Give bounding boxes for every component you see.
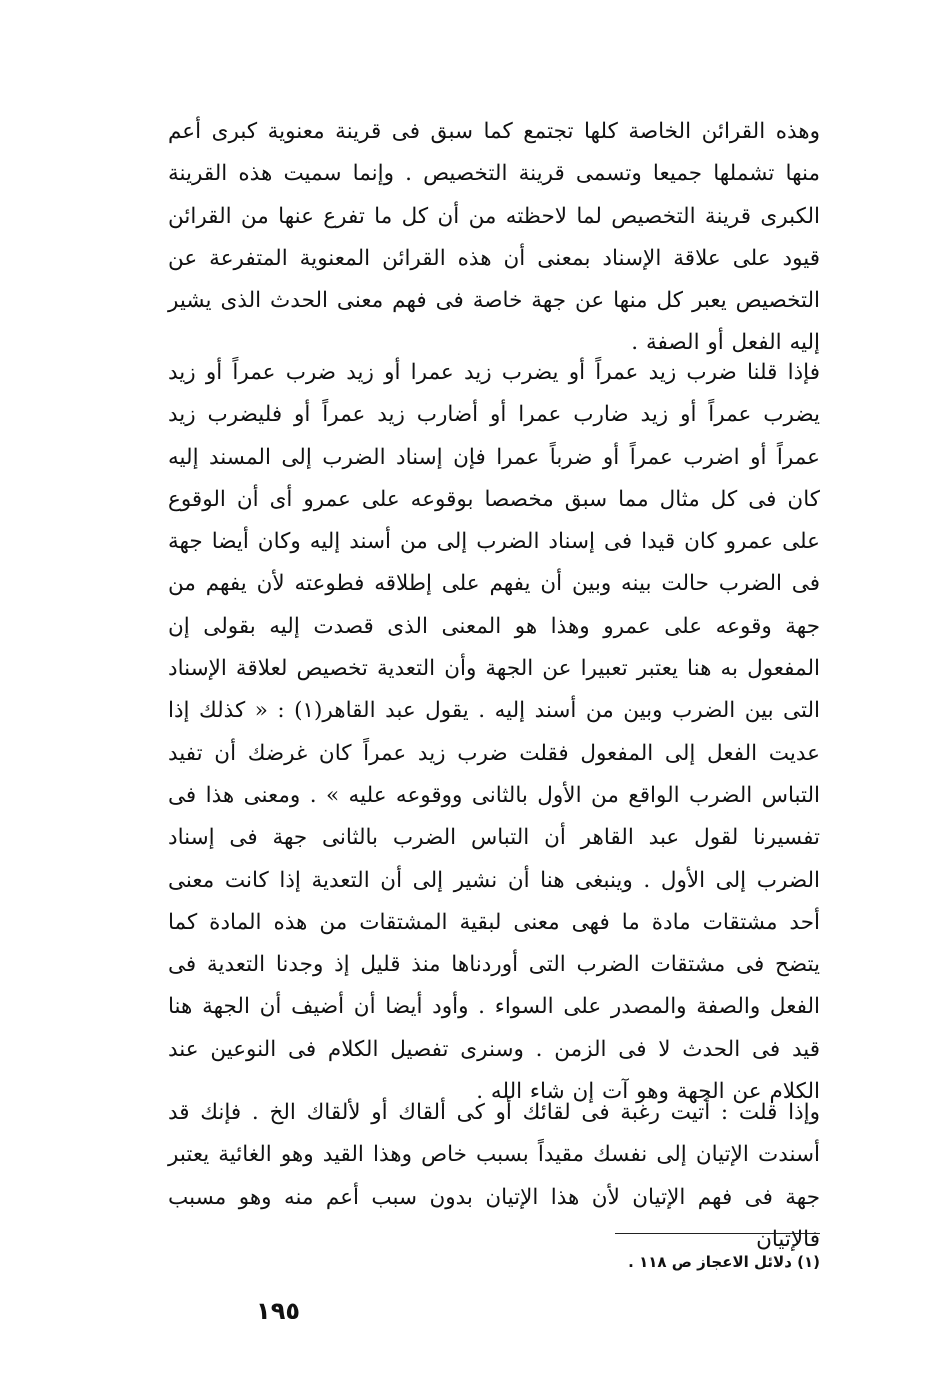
body-paragraph-2: فإذا قلنا ضرب زيد عمراً أو يضرب زيد عمرا أو زيد ضرب عمراً أو زيد يضرب عمراً أو زيد ضارب عمرا أو أضارب زيد عمراً أو فليضرب زيد عمراً أو اضرب عمراً أو ضرباً عمرا فإن إسناد الضرب إلى المسند إليه كان فى كل مثال مما سبق مخصصا بوقوعه على عمرو أى أن الوقوع على عمرو كان قيدا فى إسناد الضرب إلى من أسند إليه وكان أيضا جهة فى الضرب حالت بينه وبين أن يفهم على إطلاقه فطوعته لأن يفهم من جهة وقوعه على عمرو وهذا هو المعنى الذى قصدت إليه بقولى إن المفعول به هنا يعتبر تعبيرا عن الجهة وأن التعدية تخصيص لعلاقة الإسناد التى بين الضرب وبين من أسند إليه . يقول عبد القاهر(١) : « كذلك إذا عديت الفعل إلى المفعول فقلت ضرب زيد عمراً كان غرضك أن تفيد التباس الضرب الواقع من الأول بالثانى ووقوعه عليه » . ومعنى هذا فى تفسيرنا لقول عبد القاهر أن التباس الضرب بالثانى جهة فى إسناد الضرب إلى الأول . وينبغى هنا أن نشير إلى أن التعدية إذا كانت معنى أحد مشتقات مادة ما فهى معنى لبقية المشتقات من هذه المادة كما يتضح فى مشتقات الضرب التى أوردناها منذ قليل إذ وجدنا التعدية فى الفعل والصفة والمصدر على السواء . وأود أيضا أن أضيف أن الجهة هنا قيد فى الحدث لا فى الزمن . وسنرى تفصيل الكلام فى النوعين عند الكلام عن الجهة وهو آت إن شاء الله . — [168, 360, 820, 1105]
footnote-divider — [615, 1233, 820, 1234]
footnote: (١) دلائل الاعجاز ص ١١٨ . — [628, 1253, 820, 1271]
page-number: ١٩٥ — [256, 1297, 300, 1325]
body-paragraph-1: وهذه القرائن الخاصة كلها تجتمع كما سبق فى قرينة معنوية كبرى أعم منها تشملها جميعا وتسمى قرينة التخصيص . وإنما سميت هذه القرينة الكبرى قرينة التخصيص لما لاحظته من أن كل ما تفرع عنها من القرائن قيود على علاقة الإسناد بمعنى أن هذه القرائن المعنوية المتفرعة عن التخصيص يعبر كل منها عن جهة خاصة فى فهم معنى الحدث الذى يشير إليه الفعل أو الصفة . — [168, 119, 820, 356]
body-paragraph-3: وإذا قلت : أتيت رغبة فى لقائك أو كى ألقاك أو لألقاك الخ . فإنك قد أسندت الإتيان إلى نفسك مقيداً بسبب خاص وهذا القيد وهو الغائية يعتبر جهة فى فهم الإتيان لأن هذا الإتيان بدون سبب أعم منه وهو مسبب فالإتيان — [168, 1100, 820, 1252]
